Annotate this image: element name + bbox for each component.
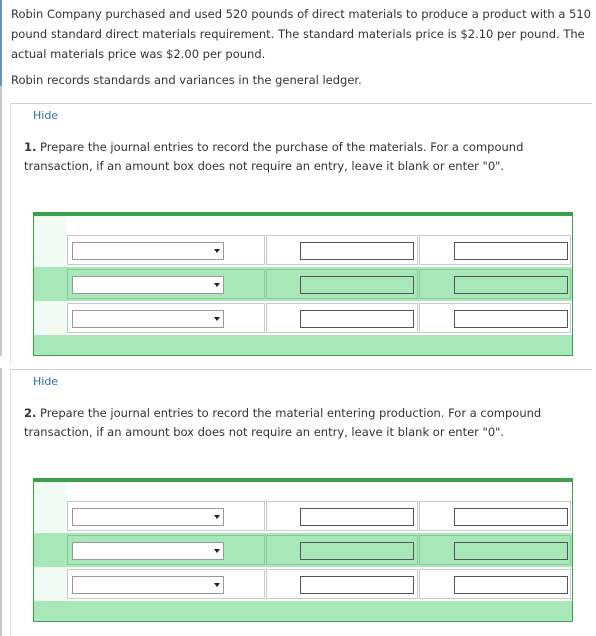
table-row [34,233,572,267]
table-footer [34,335,572,355]
journal-entry-table-2 [33,478,573,622]
debit-input[interactable] [300,310,414,328]
chevron-down-icon [214,283,220,287]
account-select[interactable] [72,310,224,328]
debit-input[interactable] [300,576,414,594]
part-1-question [24,138,564,176]
table-row [34,567,572,601]
part-1-panel [10,103,592,365]
credit-input[interactable] [454,310,568,328]
account-select[interactable] [72,542,224,560]
part-2-panel [10,369,592,636]
debit-input[interactable] [300,242,414,260]
credit-input[interactable] [454,508,568,526]
account-select[interactable] [72,508,224,526]
credit-input[interactable] [454,542,568,560]
problem-statement [0,0,596,90]
journal-entry-table-1 [33,212,573,356]
chevron-down-icon [214,515,220,519]
hide-link[interactable]: Hide [33,375,59,388]
part-2-question [24,404,564,442]
left-rule [0,368,2,636]
chevron-down-icon [214,249,220,253]
credit-input[interactable] [454,576,568,594]
table-row [34,301,572,335]
chevron-down-icon [214,317,220,321]
table-row [34,499,572,533]
question-number: 2. [24,406,37,420]
chevron-down-icon [214,549,220,553]
chevron-down-icon [214,583,220,587]
problem-note: Robin records standards and variances in the general ledger. [11,73,362,87]
debit-input[interactable] [300,542,414,560]
question-text: Prepare the journal entries to record the purchase of the materials. For a compound transaction, if an amount box does not require an entry, leave it blank or enter "0". [24,140,524,173]
account-select[interactable] [72,242,224,260]
account-select[interactable] [72,576,224,594]
debit-input[interactable] [300,508,414,526]
table-header [34,482,572,499]
table-footer [34,601,572,621]
hide-link[interactable]: Hide [33,109,59,122]
table-header [34,216,572,233]
table-row [34,533,572,567]
credit-input[interactable] [454,242,568,260]
debit-input[interactable] [300,276,414,294]
question-number: 1. [24,140,37,154]
question-text: Prepare the journal entries to record the material entering production. For a compound transaction, if an amount box does not require an entry, leave it blank or enter "0". [24,406,542,439]
problem-paragraph: Robin Company purchased and used 520 pounds of direct materials to produce a product with a 510 pound standard direct materials requirement. The standard materials price is $2.10 per pound. The actual materials price was $2.00 per pound. [11,7,591,61]
left-rule [0,86,2,356]
account-select[interactable] [72,276,224,294]
table-row [34,267,572,301]
credit-input[interactable] [454,276,568,294]
